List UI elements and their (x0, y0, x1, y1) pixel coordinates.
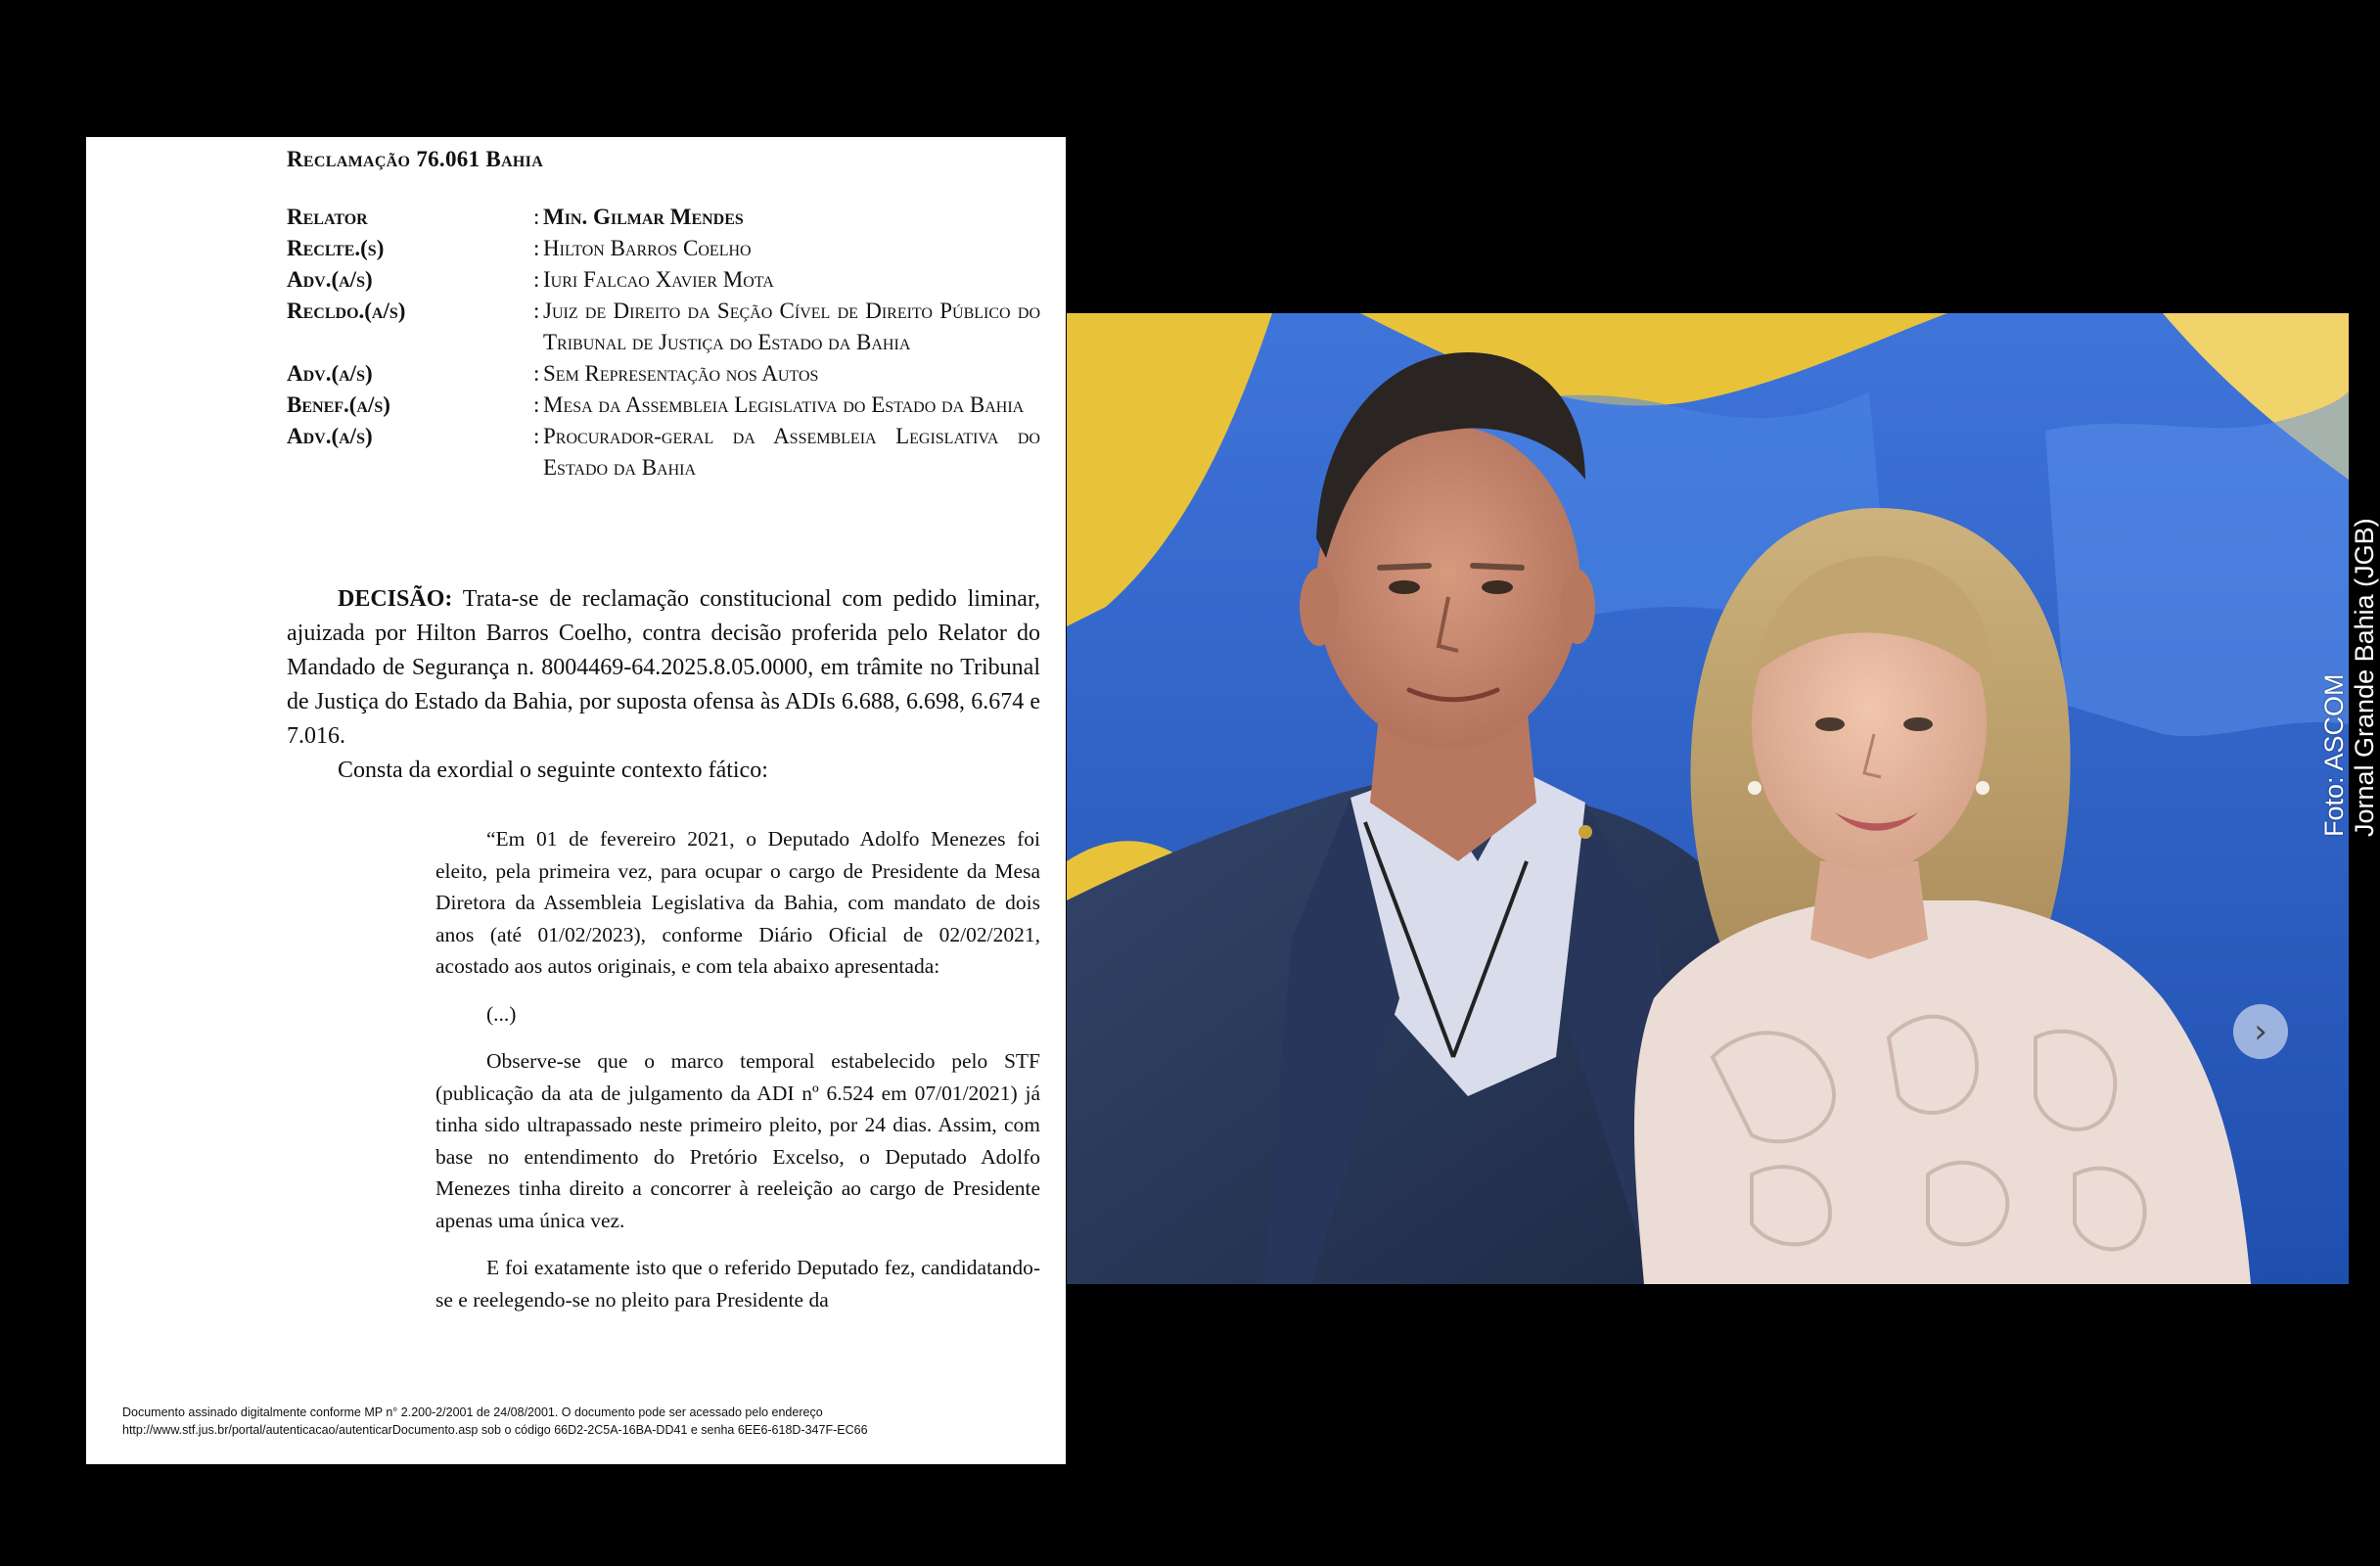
quote-paragraph: Observe-se que o marco temporal estabelecido pelo STF (publicação da ata de julgamento da ADI nº 6.524 em 07/01/2021) já tinha sido ultrapassado neste primeiro pleito, por 24 dias. Assim, com base no entendimento do Pretório Excelso, o Deputado Adolfo Menezes tinha direito a concorrer à reeleição ao cargo de Presidente apenas uma única vez. (435, 1049, 1040, 1232)
party-row-reclamante: Reclte.(s) : Hilton Barros Coelho (287, 233, 1040, 264)
party-label: Adv.(a/s) (287, 424, 373, 448)
document-title: Reclamação 76.061 Bahia (287, 147, 544, 171)
photo-credit-line: Foto: ASCOM (2319, 673, 2349, 837)
quote-paragraph: “Em 01 de fevereiro 2021, o Deputado Adolfo Menezes foi eleito, pela primeira vez, para ocupar o cargo de Presidente da Mesa Diretora da Assembleia Legislativa da Bahia, com mandato de dois anos (até 01/02/2023), conforme Diário Oficial de 02/02/2021, acostado aos autos originais, e com tela abaixo apresentada: (435, 827, 1040, 978)
quote-paragraph: E foi exatamente isto que o referido Deputado fez, candidatando-se e reelegendo-se no pleito para Presidente da (435, 1256, 1040, 1312)
party-value: Procurador-geral da Assembleia Legislativa do Estado da Bahia (543, 424, 1040, 480)
party-row-advogado: Adv.(a/s) : Iuri Falcao Xavier Mota (287, 264, 1040, 296)
photo (1067, 313, 2349, 1284)
block-quote (435, 823, 1040, 1331)
decision-paragraph (287, 582, 1040, 754)
party-label: Recldo.(a/s) (287, 299, 406, 323)
photo-credit-line: Jornal Grande Bahia (JGB) (2350, 518, 2379, 837)
party-label: Reclte.(s) (287, 236, 385, 260)
party-value: Iuri Falcao Xavier Mota (543, 267, 774, 292)
context-intro: Consta da exordial o seguinte contexto fático: (338, 758, 768, 783)
party-row-advogado: Adv.(a/s) : Procurador-geral da Assembleia Legislativa do Estado da Bahia (287, 421, 1040, 484)
party-row-beneficiario: Benef.(a/s) : Mesa da Assembleia Legislativa do Estado da Bahia (287, 390, 1040, 421)
party-value: Min. Gilmar Mendes (543, 205, 744, 229)
decision-body (287, 582, 1040, 788)
decision-text: Trata-se de reclamação constitucional com pedido liminar, ajuizada por Hilton Barros Coelho, contra decisão proferida pelo Relator do Mandado de Segurança n. 8004469-64.2025.8.05.0000, em trâmite no Tribunal de Justiça do Estado da Bahia, por suposta ofensa às ADIs 6.688, 6.698, 6.674 e 7.016. (287, 586, 1040, 749)
quote-paragraph: (...) (486, 1001, 517, 1026)
party-label: Relator (287, 205, 368, 229)
parties-list (287, 202, 1040, 484)
party-row-reclamado: Recldo.(a/s) : Juiz de Direito da Seção Cível de Direito Público do Tribunal de Justiça do Estado da Bahia (287, 296, 1040, 358)
party-value: Mesa da Assembleia Legislativa do Estado da Bahia (543, 392, 1025, 417)
digital-signature-footer (122, 1404, 1052, 1439)
court-document-page (86, 137, 1066, 1464)
party-row-relator: Relator : Min. Gilmar Mendes (287, 202, 1040, 233)
party-label: Adv.(a/s) (287, 267, 373, 292)
footer-line: http://www.stf.jus.br/portal/autenticacao/autenticarDocumento.asp sob o código 66D2-2C5A-16BA-DD41 e senha 6EE6-618D-347F-EC66 (122, 1423, 868, 1437)
photo-illustration (1067, 313, 2349, 1284)
photo-credit (2319, 518, 2380, 837)
party-row-advogado: Adv.(a/s) : Sem Representação nos Autos (287, 358, 1040, 390)
party-value: Sem Representação nos Autos (543, 361, 819, 386)
decision-label: DECISÃO: (338, 586, 453, 612)
party-value: Hilton Barros Coelho (543, 236, 752, 260)
chevron-right-icon[interactable]: › (2233, 1004, 2288, 1059)
party-value: Juiz de Direito da Seção Cível de Direito Público do Tribunal de Justiça do Estado da Bahia (543, 299, 1040, 354)
party-label: Adv.(a/s) (287, 361, 373, 386)
footer-line: Documento assinado digitalmente conforme MP n° 2.200-2/2001 de 24/08/2001. O documento pode ser acessado pelo endereço (122, 1405, 823, 1419)
party-label: Benef.(a/s) (287, 392, 390, 417)
